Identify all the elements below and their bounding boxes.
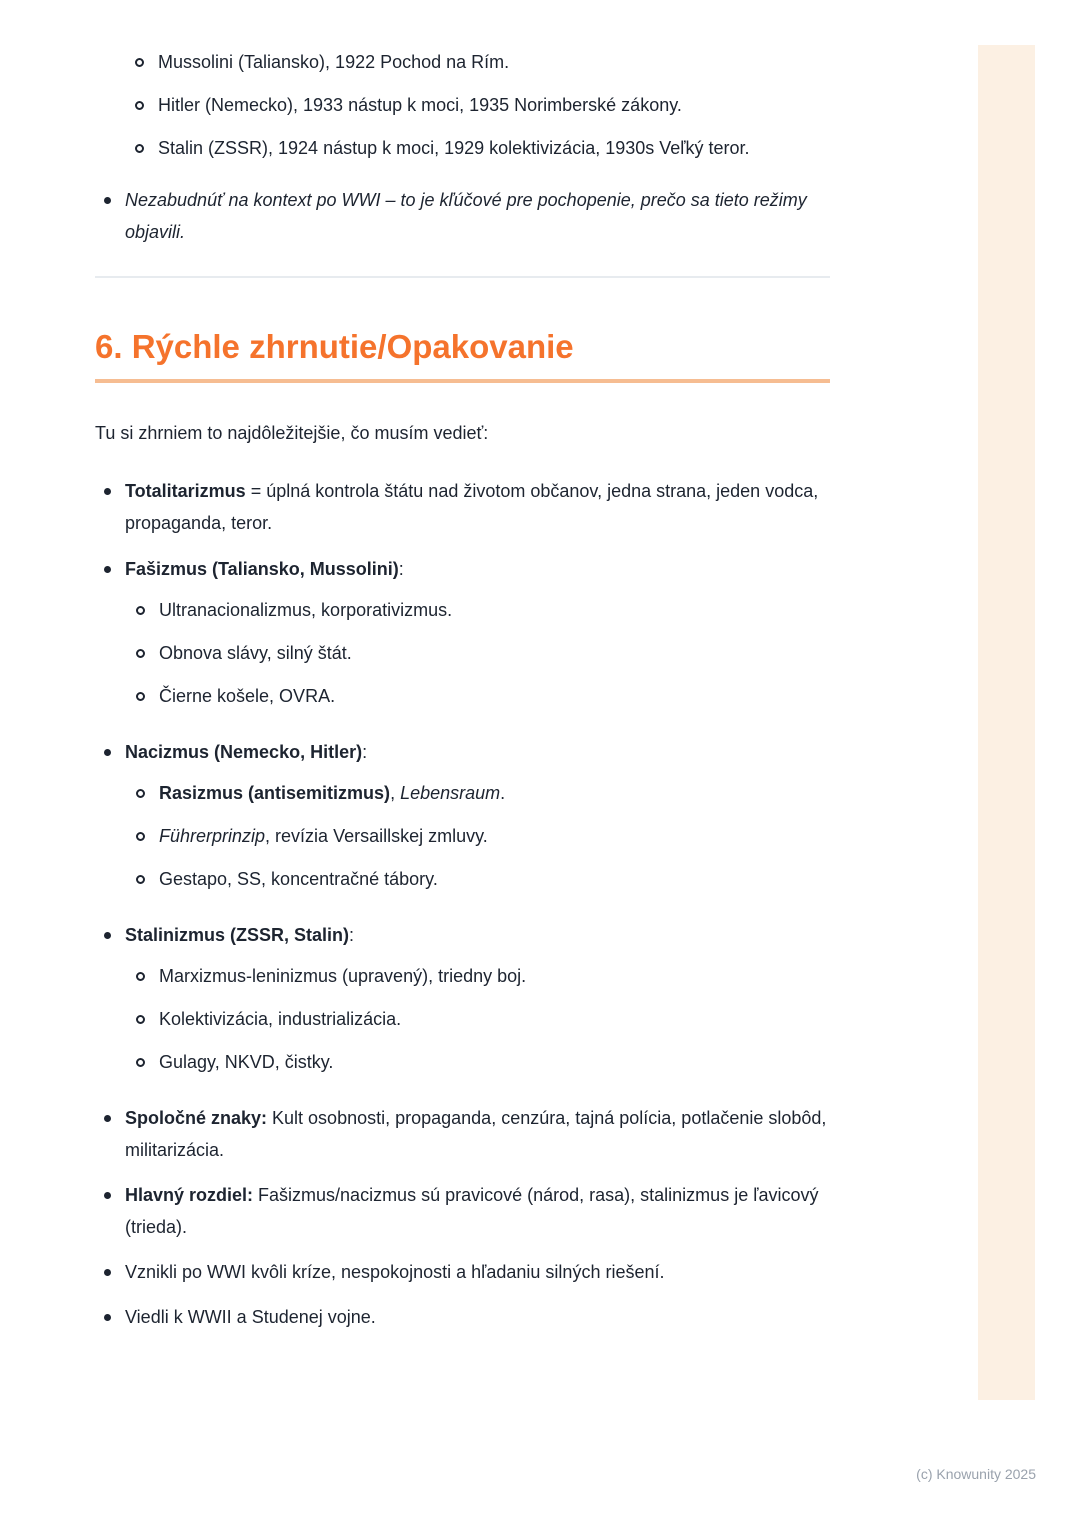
list-item-body: [159, 637, 830, 669]
list-item-body: [159, 960, 830, 992]
plain-text: Kult osobnosti, propaganda, cenzúra, tajná polícia, potlačenie slobôd, militarizácia.: [125, 1107, 827, 1160]
list-item: [135, 46, 830, 78]
bullet-circle-icon: [136, 972, 145, 981]
list-item: [136, 1003, 830, 1035]
plain-text: Stalin (ZSSR), 1924 nástup k moci, 1929 kolektivizácia, 1930s Veľký teror.: [158, 138, 750, 159]
list-item-body: [158, 46, 830, 78]
list-item: [104, 184, 830, 248]
bullet-circle-icon: [135, 58, 144, 67]
plain-text: Čierne košele, OVRA.: [159, 685, 336, 706]
list-item-body: [159, 820, 830, 852]
list-item-text: [159, 820, 830, 852]
italic-text: Führerprinzip: [159, 825, 266, 846]
bullet-disc-icon: [104, 1314, 111, 1321]
list-item-text: [125, 1301, 830, 1333]
plain-text: Hitler (Nemecko), 1933 nástup k moci, 1935 Norimberské zákony.: [158, 95, 682, 116]
list-item-body: [159, 863, 830, 895]
sub-list: [125, 777, 830, 895]
plain-text: Ultranacionalizmus, korporativizmus.: [159, 599, 453, 620]
list-item-body: [125, 1256, 830, 1288]
list-item: [136, 820, 830, 852]
plain-text: .: [500, 782, 506, 803]
list-item-text: [159, 777, 830, 809]
italic-text: Lebensraum: [400, 782, 501, 803]
sub-list: [125, 960, 830, 1078]
list-item-body: [158, 132, 830, 164]
plain-text: :: [362, 741, 368, 762]
bullet-circle-icon: [136, 875, 145, 884]
bullet-circle-icon: [135, 101, 144, 110]
list-item: [136, 777, 830, 809]
bold-text: Stalinizmus (ZSSR, Stalin): [125, 924, 350, 945]
list-item-text: [125, 736, 830, 768]
plain-text: ,: [390, 782, 401, 803]
bullet-disc-icon: [104, 1115, 111, 1122]
bold-text: Spoločné znaky:: [125, 1107, 268, 1128]
list-item-body: [125, 736, 830, 906]
plain-text: Gestapo, SS, koncentračné tábory.: [159, 868, 438, 889]
sub-list: [125, 594, 830, 712]
section-title-underline: [95, 379, 830, 383]
bullet-circle-icon: [136, 649, 145, 658]
plain-text: :: [398, 558, 404, 579]
bullet-circle-icon: [136, 1058, 145, 1067]
list-item-text: [158, 46, 830, 78]
list-item-text: [125, 919, 830, 951]
bold-text: Hlavný rozdiel:: [125, 1184, 254, 1205]
italic-text: Nezabudnúť na kontext po WWI – to je kľúčové pre pochopenie, prečo sa tieto režimy objavili.: [125, 190, 807, 243]
plain-text: Mussolini (Taliansko), 1922 Pochod na Rím.: [158, 52, 510, 72]
list-item-body: [125, 919, 830, 1089]
bullet-disc-icon: [104, 1192, 111, 1199]
list-item-body: [125, 184, 830, 248]
list-item-text: [159, 863, 830, 895]
list-item-text: [159, 1046, 830, 1078]
list-item: [136, 960, 830, 992]
list-item-body: [125, 1301, 830, 1333]
list-item: [135, 132, 830, 164]
list-item: [104, 919, 830, 1089]
list-item-body: [159, 1003, 830, 1035]
list-item-text: [125, 475, 830, 539]
list-item-body: [125, 1179, 830, 1243]
lead-paragraph: Tu si zhrniem to najdôležitejšie, čo musím vedieť:: [95, 423, 489, 444]
plain-text: Vznikli po WWI kvôli kríze, nespokojnosti a hľadaniu silných riešení.: [125, 1262, 665, 1282]
plain-text: Gulagy, NKVD, čistky.: [159, 1051, 334, 1072]
list-item: [104, 736, 830, 906]
plain-text: Viedli k WWII a Studenej vojne.: [125, 1307, 376, 1328]
plain-text: Kolektivizácia, industrializácia.: [159, 1008, 402, 1029]
plain-text: Obnova slávy, silný štát.: [159, 642, 352, 663]
bullet-disc-icon: [104, 1269, 111, 1276]
bold-text: Totalitarizmus: [125, 481, 246, 502]
bullet-disc-icon: [104, 488, 111, 495]
list-item: [104, 1301, 830, 1333]
list-item-text: [159, 1003, 830, 1035]
list-item-body: [159, 777, 830, 809]
bullet-disc-icon: [104, 566, 111, 573]
plain-text: :: [349, 924, 355, 945]
list-item-body: [125, 553, 830, 723]
plain-text: , revízia Versaillskej zmluvy.: [265, 825, 488, 846]
list-item-text: [159, 680, 830, 712]
list-item: [135, 89, 830, 121]
list-item: [104, 1102, 830, 1166]
footer-credit: (c) Knowunity 2025: [916, 1466, 1036, 1482]
bullet-circle-icon: [135, 144, 144, 153]
section-divider: [95, 276, 830, 278]
list-item-text: [159, 594, 830, 626]
list-item-body: [158, 89, 830, 121]
bullet-circle-icon: [136, 832, 145, 841]
plain-text: Fašizmus/nacizmus sú pravicové (národ, rasa), stalinizmus je ľavicový (trieda).: [125, 1184, 819, 1237]
list-item-text: [125, 1256, 830, 1288]
summary-list: [95, 475, 830, 1333]
list-item-body: [159, 1046, 830, 1078]
list-item-body: [159, 594, 830, 626]
list-item: [136, 637, 830, 669]
list-item: [104, 1179, 830, 1243]
list-item-text: [159, 960, 830, 992]
list-item: [104, 553, 830, 723]
note-list: [95, 184, 830, 248]
list-item: [136, 594, 830, 626]
list-item-text: [125, 553, 830, 585]
bullet-circle-icon: [136, 692, 145, 701]
list-item-text: [125, 184, 830, 248]
plain-text: = úplná kontrola štátu nad životom občanov, jedna strana, jeden vodca, propaganda, teror.: [125, 481, 819, 534]
intro-sublist: [95, 46, 830, 164]
list-item: [136, 863, 830, 895]
list-item: [104, 1256, 830, 1288]
bullet-disc-icon: [104, 197, 111, 204]
list-item-text: [158, 89, 830, 121]
bullet-disc-icon: [104, 749, 111, 756]
list-item-text: [125, 1102, 830, 1166]
bullet-circle-icon: [136, 789, 145, 798]
bold-text: Nacizmus (Nemecko, Hitler): [125, 741, 363, 762]
list-item-body: [159, 680, 830, 712]
section-title: 6. Rýchle zhrnutie/Opakovanie: [95, 328, 574, 366]
bold-text: Fašizmus (Taliansko, Mussolini): [125, 558, 399, 579]
list-item-text: [125, 1179, 830, 1243]
plain-text: Marxizmus-leninizmus (upravený), triedny boj.: [159, 965, 527, 986]
bullet-circle-icon: [136, 1015, 145, 1024]
list-item-text: [158, 132, 830, 164]
list-item-text: [159, 637, 830, 669]
bullet-disc-icon: [104, 932, 111, 939]
list-item: [136, 680, 830, 712]
bullet-circle-icon: [136, 606, 145, 615]
list-item: [104, 475, 830, 539]
list-item: [136, 1046, 830, 1078]
list-item-body: [125, 475, 830, 539]
list-item-body: [125, 1102, 830, 1166]
bold-text: Rasizmus (antisemitizmus): [159, 782, 391, 803]
